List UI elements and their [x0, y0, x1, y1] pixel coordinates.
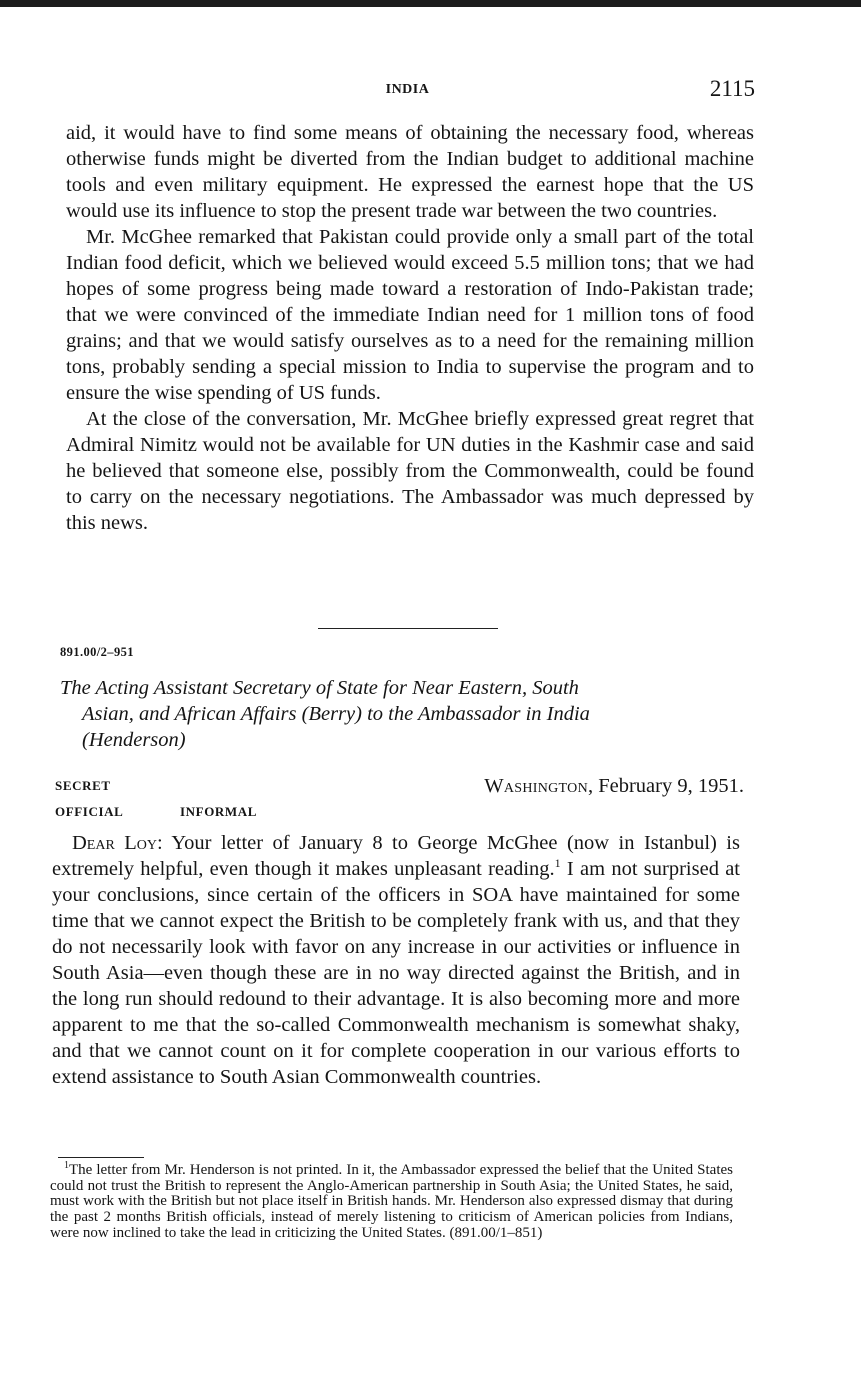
footnote — [50, 1160, 733, 1242]
dateline-date: , February 9, 1951. — [587, 775, 744, 797]
footnote-text: The letter from Mr. Henderson is not printed. In it, the Ambassador expressed the belief that the United States could not trust the British to represent the Anglo-American partnership in South Asia; the United States, he said, must work with the British but not place itself in British hands. Mr. Henderson also expressed dismay that during the past 2 months British officials, instead of merely listening to criticism of American policies from Indians, were now inclined to take the lead in criticizing the United States. (891.00/1–851) — [50, 1162, 733, 1241]
running-head — [60, 76, 755, 110]
paragraph-mcghee-remarks: Mr. McGhee remarked that Pakistan could provide only a small part of the total Indian food deficit, which we believed would exceed 5.5 million tons; that we had hopes of some progress being made toward a restoration of Indo-Pakistan trade; that we were convinced of the immediate Indian need for 1 million tons of food grains; and that we would satisfy ourselves as to a need for the remaining million tons, probably sending a special mission to India to supervise the program and to ensure the wise spending of US funds. — [66, 226, 754, 404]
dateline — [484, 775, 744, 798]
document-heading — [60, 675, 754, 753]
footnote-reference: 1 — [554, 856, 561, 871]
previous-document-text — [66, 120, 754, 536]
classification-official: OFFICIAL — [55, 804, 124, 819]
letter-text-part-2: I am not surprised at your conclusions, since certain of the officers in SOA have maintained for some time that we cannot expect the British to be completely frank with us, and that they do not necessarily look with favor on any increase in our activities or influence in South Asia—even though these are in no way directed against the British, and in the long run should redound to their advantage. It is also becoming more and more apparent to me that the so-called Commonwealth mechanism is somewhat shaky, and that we cannot count on it for complete cooperation in our various efforts to extend assistance to South Asian Commonwealth countries. — [52, 858, 741, 1088]
page-top-edge — [0, 0, 861, 7]
footnote-paragraph — [50, 1160, 733, 1242]
heading-line-3: (Henderson) — [82, 729, 186, 751]
footnote-marker: 1 — [64, 1160, 69, 1171]
letter-text-part-1: Your letter of January 8 to George McGhee (now in Istanbul) is extremely helpful, even though it makes unpleasant reading. — [52, 832, 740, 880]
classification-secret: SECRET — [55, 778, 111, 793]
paragraph-continuation: aid, it would have to find some means of obtaining the necessary food, whereas otherwise funds might be diverted from the Indian budget to additional machine tools and even military equipment. He expressed the earnest hope that the US would use its influence to stop the present trade war between the two countries. — [66, 122, 754, 222]
section-divider — [318, 628, 498, 629]
classification-informal: INFORMAL — [180, 804, 258, 819]
heading-line-1: The Acting Assistant Secretary of State for Near Eastern, South — [60, 677, 579, 699]
heading-line-2: Asian, and African Affairs (Berry) to the Ambassador in India — [82, 703, 590, 725]
file-number: 891.00/2–951 — [60, 645, 134, 659]
letter-paragraph — [52, 830, 740, 1090]
footnote-rule — [58, 1157, 144, 1158]
paragraph-conversation-close: At the close of the conversation, Mr. McGhee briefly expressed great regret that Admiral Nimitz would not be available for UN duties in the Kashmir case and said he believed that someone else, possibly from the Commonwealth, could be found to carry on the necessary negotiations. The Ambassador was much depressed by this news. — [66, 408, 754, 534]
page-number: 2115 — [709, 76, 755, 101]
dateline-place: Washington — [484, 775, 588, 797]
letter-body — [52, 830, 740, 1090]
running-title: INDIA — [385, 82, 430, 97]
salutation: Dear Loy: — [72, 832, 163, 854]
